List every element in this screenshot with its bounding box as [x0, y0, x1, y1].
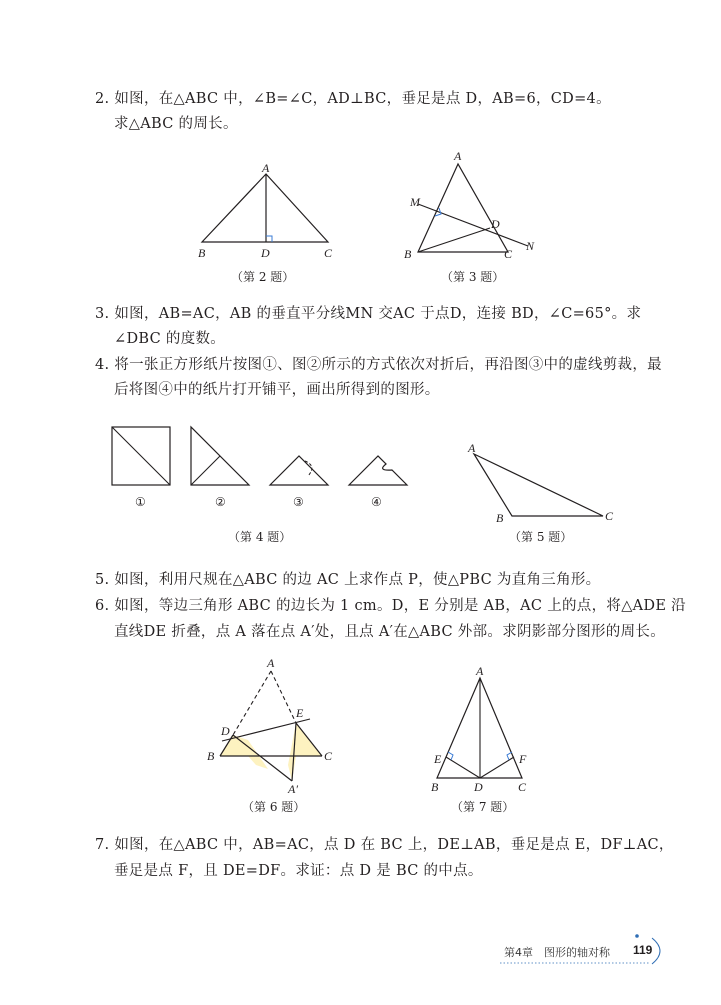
label-n: N	[526, 239, 535, 253]
label-c: C	[324, 246, 333, 260]
label-f: F	[519, 752, 527, 766]
label-a-prime: A′	[288, 782, 298, 796]
label-d: D	[491, 217, 500, 231]
label-b: B	[207, 749, 215, 763]
page-number: 119	[633, 943, 653, 957]
problem-6-line-1: 6. 如图，等边三角形 ABC 的边长为 1 cm。D，E 分别是 AB，AC 上的点，将△ADE 沿	[95, 598, 686, 614]
problem-4-line-1: 4. 将一张正方形纸片按图①、图②所示的方式依次对折后，再沿图③中的虚线剪裁，最	[95, 357, 662, 373]
problem-7-line-2: 垂足是点 F，且 DE=DF。求证：点 D 是 BC 的中点。	[114, 863, 483, 879]
problem-2-line-1: 2. 如图，在△ABC 中，∠B=∠C，AD⊥BC，垂足是点 D，AB=6，CD=4。	[95, 91, 611, 107]
footer-chapter: 第4章 图形的轴对称	[504, 946, 610, 959]
label-b: B	[198, 246, 206, 260]
label-d: D	[474, 780, 483, 794]
label-e: E	[296, 706, 304, 720]
label-b: B	[496, 511, 504, 525]
label-a: A	[267, 656, 275, 670]
step-1-label: ①	[135, 495, 146, 509]
problem-7-line-1: 7. 如图，在△ABC 中，AB=AC，点 D 在 BC 上，DE⊥AB，垂足是点 E，DF⊥AC，	[95, 837, 674, 853]
label-c: C	[504, 247, 513, 261]
caption-fig2: （第 2 题）	[231, 270, 295, 284]
problem-4-line-2: 后将图④中的纸片打开铺平，画出所得到的图形。	[114, 382, 440, 398]
step-4-label: ④	[371, 495, 382, 509]
label-c: C	[324, 749, 333, 763]
problem-6-line-2: 直线DE 折叠，点 A 落在点 A′处，且点 A′在△ABC 外部。求阴影部分图形的周长。	[114, 624, 666, 640]
caption-fig6: （第 6 题）	[242, 800, 306, 814]
label-d: D	[221, 724, 230, 738]
label-e: E	[434, 752, 442, 766]
label-b: B	[404, 247, 412, 261]
problem-3-line-1: 3. 如图，AB=AC，AB 的垂直平分线MN 交AC 于点D，连接 BD，∠C=65°。求	[95, 306, 642, 322]
figure-6	[200, 655, 335, 795]
step-3-label: ③	[293, 495, 304, 509]
label-a: A	[476, 664, 484, 678]
label-c: C	[518, 780, 527, 794]
figure-2	[190, 160, 340, 265]
figure-5	[460, 440, 630, 525]
caption-fig4: （第 4 题）	[228, 530, 292, 544]
caption-fig7: （第 7 题）	[451, 800, 515, 814]
problem-3-line-2: ∠DBC 的度数。	[114, 331, 226, 347]
label-a: A	[262, 161, 270, 175]
problem-5-line-1: 5. 如图，利用尺规在△ABC 的边 AC 上求作点 P，使△PBC 为直角三角形。	[95, 572, 601, 588]
figure-3	[400, 150, 550, 265]
label-b: B	[431, 780, 439, 794]
label-a: A	[454, 149, 462, 163]
caption-fig5: （第 5 题）	[509, 530, 573, 544]
label-c: C	[605, 509, 614, 523]
figure-7	[425, 660, 540, 795]
label-a: A	[468, 441, 476, 455]
problem-2-line-2: 求△ABC 的周长。	[114, 116, 238, 132]
figure-4	[105, 420, 425, 520]
label-d: D	[261, 246, 270, 260]
footer-decoration	[500, 930, 665, 970]
label-m: M	[410, 195, 420, 209]
caption-fig3: （第 3 题）	[441, 270, 505, 284]
step-2-label: ②	[215, 495, 226, 509]
